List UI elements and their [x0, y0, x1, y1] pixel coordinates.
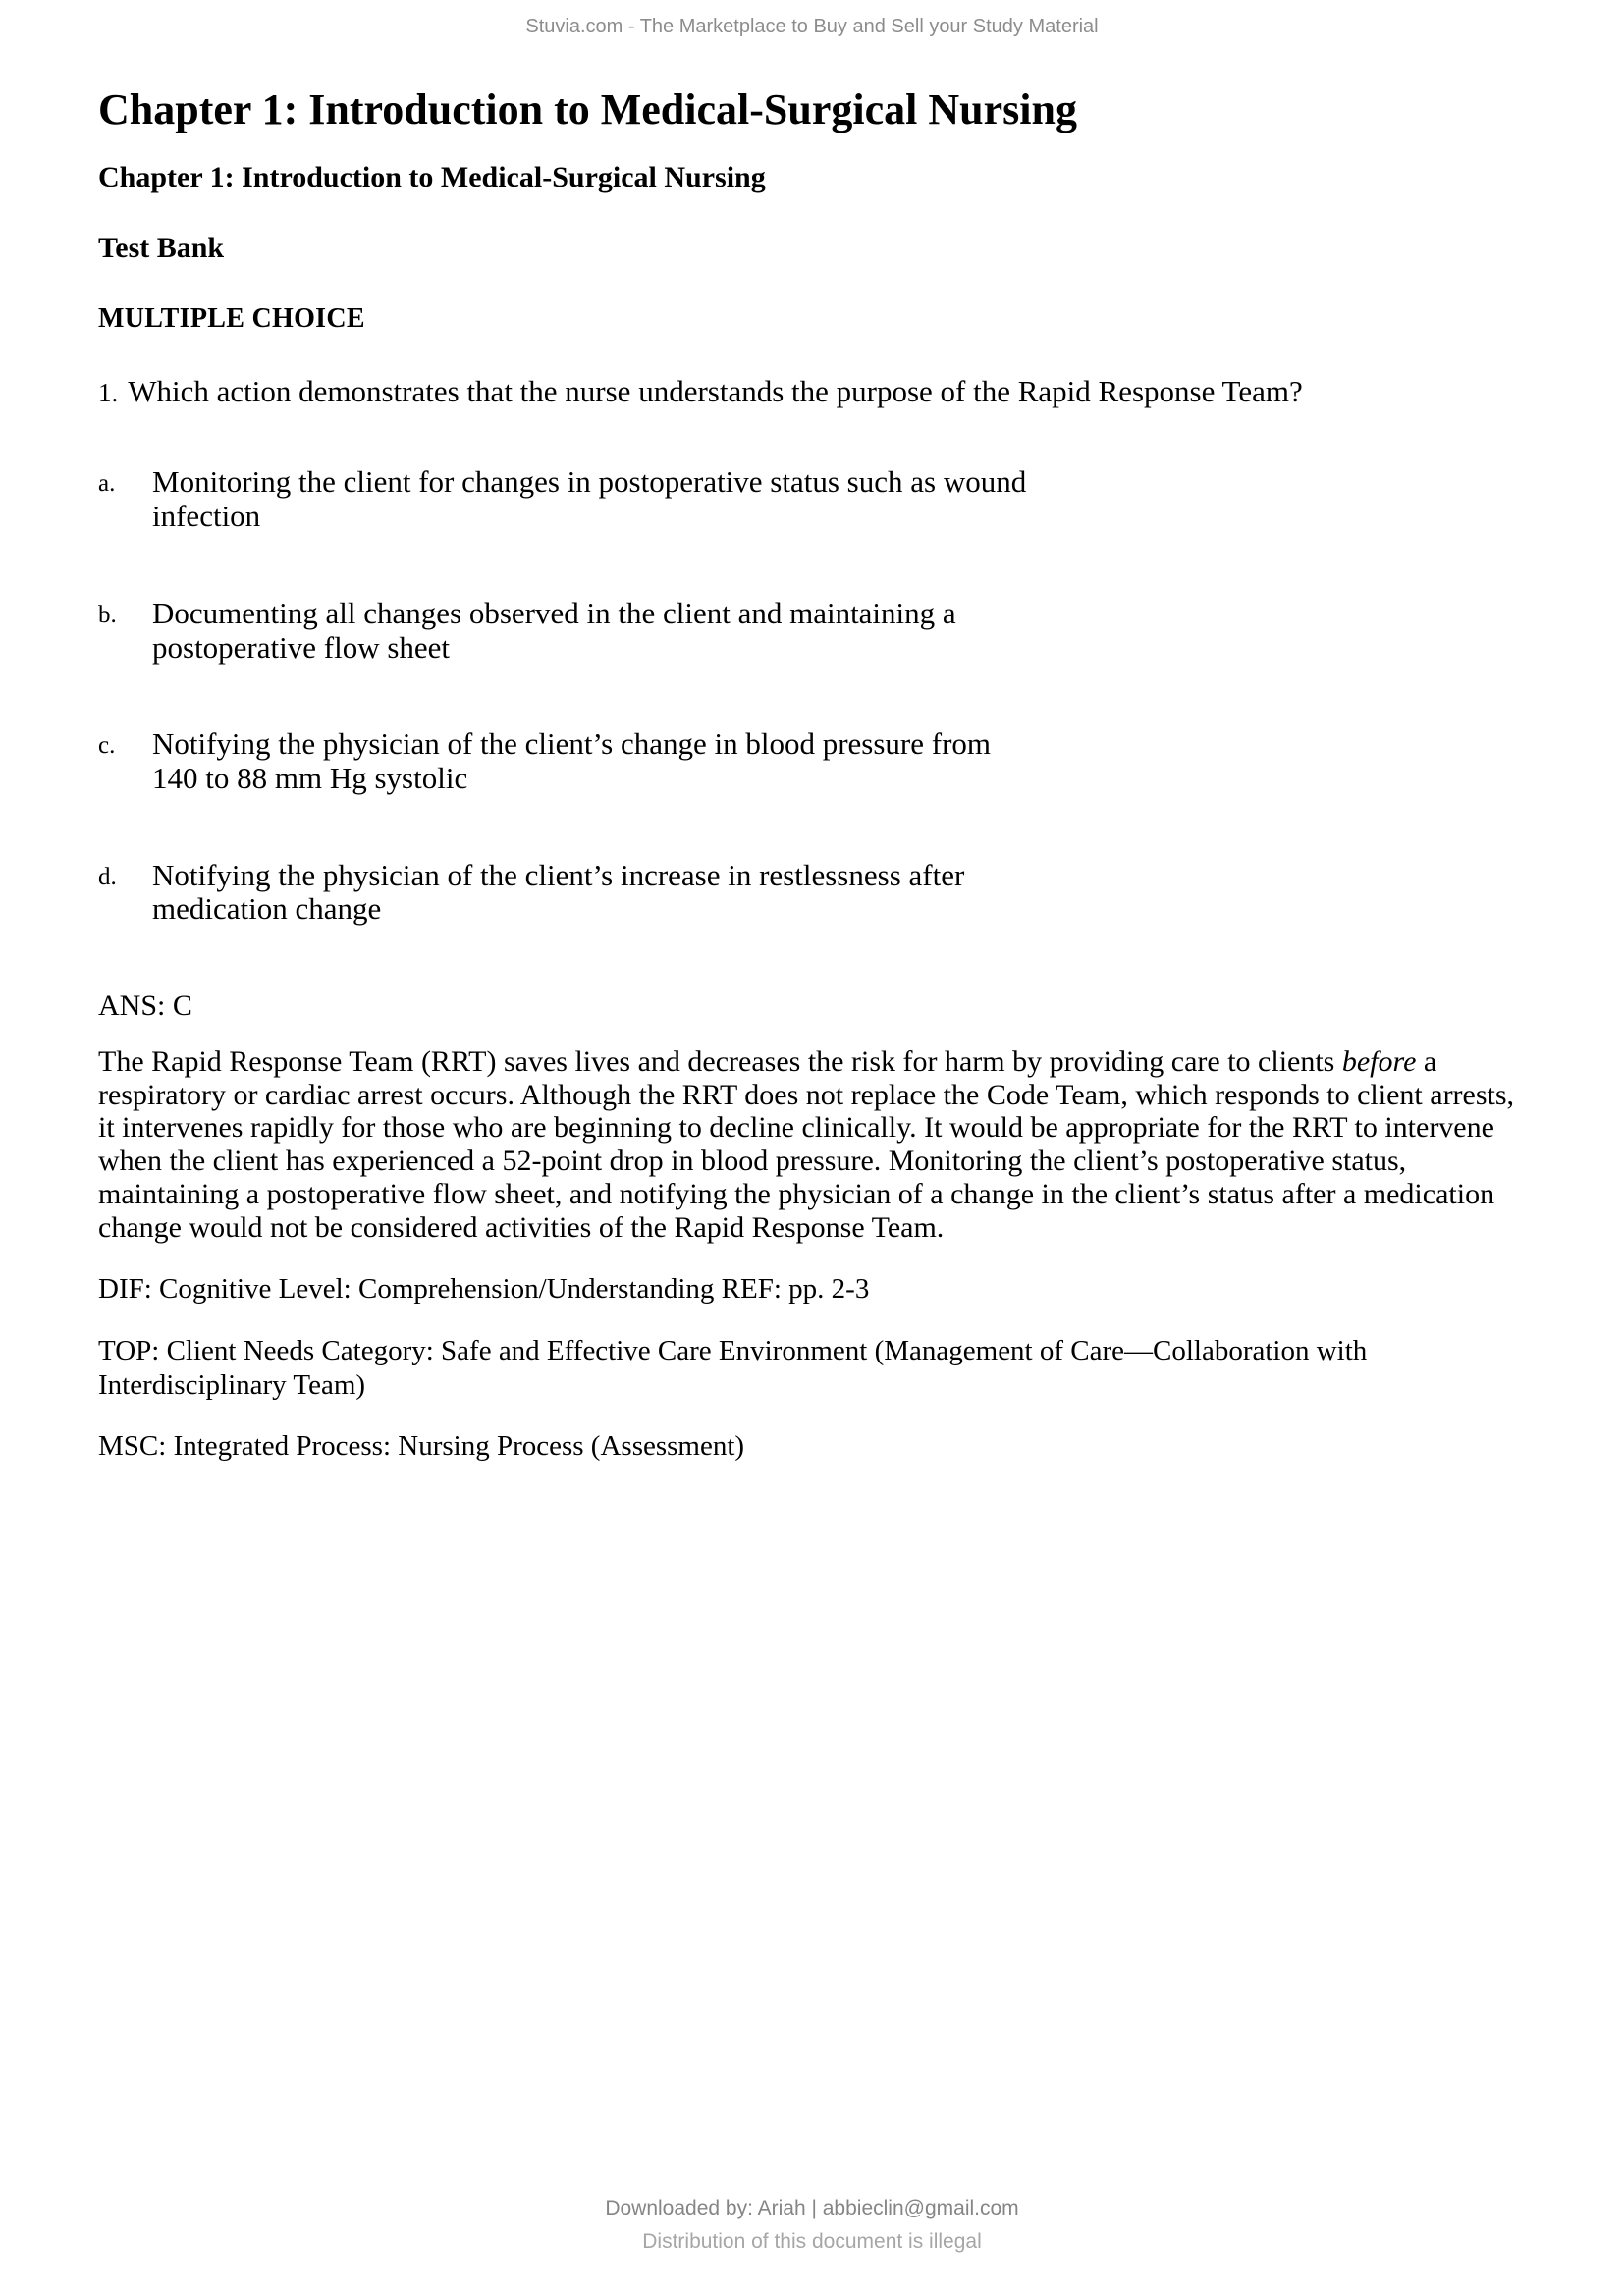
site-watermark-header: Stuvia.com - The Marketplace to Buy and Sell your Study Material — [525, 16, 1099, 37]
option-d — [98, 859, 1531, 927]
question-type-heading: MULTIPLE CHOICE — [98, 302, 365, 334]
option-b — [98, 597, 1531, 665]
option-d-line-1: Notifying the physician of the client’s increase in restlessness after — [152, 857, 965, 892]
option-a-text — [152, 465, 1026, 533]
question-number: 1. — [98, 377, 119, 407]
section-test-bank: Test Bank — [98, 232, 225, 265]
document-content — [0, 85, 1624, 1464]
option-c-line-2: 140 to 88 mm Hg systolic — [152, 761, 468, 796]
option-a-letter: a. — [98, 470, 116, 498]
option-c-line-1: Notifying the physician of the client’s change in blood pressure from — [152, 726, 992, 762]
rationale-italic-word: before — [1341, 1044, 1417, 1078]
question-text: Which action demonstrates that the nurse understands the purpose of the Rapid Response Team? — [128, 373, 1303, 408]
option-d-letter: d. — [98, 863, 117, 890]
document-footer — [0, 2197, 1624, 2254]
option-b-text — [152, 597, 956, 665]
chapter-subtitle: Chapter 1: Introduction to Medical-Surgical Nursing — [98, 160, 766, 193]
question-line — [98, 374, 1531, 409]
option-b-letter: b. — [98, 601, 117, 628]
option-a — [98, 465, 1531, 533]
option-c-letter: c. — [98, 732, 116, 760]
rationale-paragraph — [98, 1045, 1531, 1245]
option-c — [98, 727, 1531, 795]
dif-line: DIF: Cognitive Level: Comprehension/Understanding REF: pp. 2-3 — [98, 1273, 870, 1306]
footer-downloaded-by: Downloaded by: Ariah | abbieclin@gmail.com — [605, 2197, 1019, 2219]
option-b-line-1: Documenting all changes observed in the client and maintaining a — [152, 595, 956, 630]
option-d-line-2: medication change — [152, 891, 382, 927]
top-line: TOP: Client Needs Category: Safe and Effective Care Environment (Management of Care—Collaboration with Interdisciplinary Team) — [98, 1334, 1368, 1401]
answer-line: ANS: C — [98, 989, 192, 1023]
answer-options — [98, 465, 1531, 927]
option-a-line-1: Monitoring the client for changes in postoperative status such as wound — [152, 464, 1027, 500]
page-title: Chapter 1: Introduction to Medical-Surgical Nursing — [98, 85, 1077, 133]
rationale-part1: The Rapid Response Team (RRT) saves lives and decreases the risk for harm by providing care to clients — [98, 1044, 1342, 1078]
option-d-text — [152, 859, 964, 927]
rationale-part2: a respiratory or cardiac arrest occurs. Although the RRT does not replace the Code Team, which responds to client arrests, it intervenes rapidly for those who are beginning to decline clinically. It would be appropriate for the RRT to intervene when the client has experienced a 52-point drop in blood pressure. Monitoring the client’s postoperative status, maintaining a postoperative flow sheet, and notifying the physician of a change in the client’s status after a medication change would not be considered activities of the Rapid Response Team. — [98, 1044, 1515, 1245]
option-b-line-2: postoperative flow sheet — [152, 629, 451, 665]
option-a-line-2: infection — [152, 499, 261, 534]
msc-line: MSC: Integrated Process: Nursing Process (Assessment) — [98, 1430, 745, 1463]
footer-distribution-warning: Distribution of this document is illegal — [642, 2230, 982, 2253]
option-c-text — [152, 727, 991, 795]
